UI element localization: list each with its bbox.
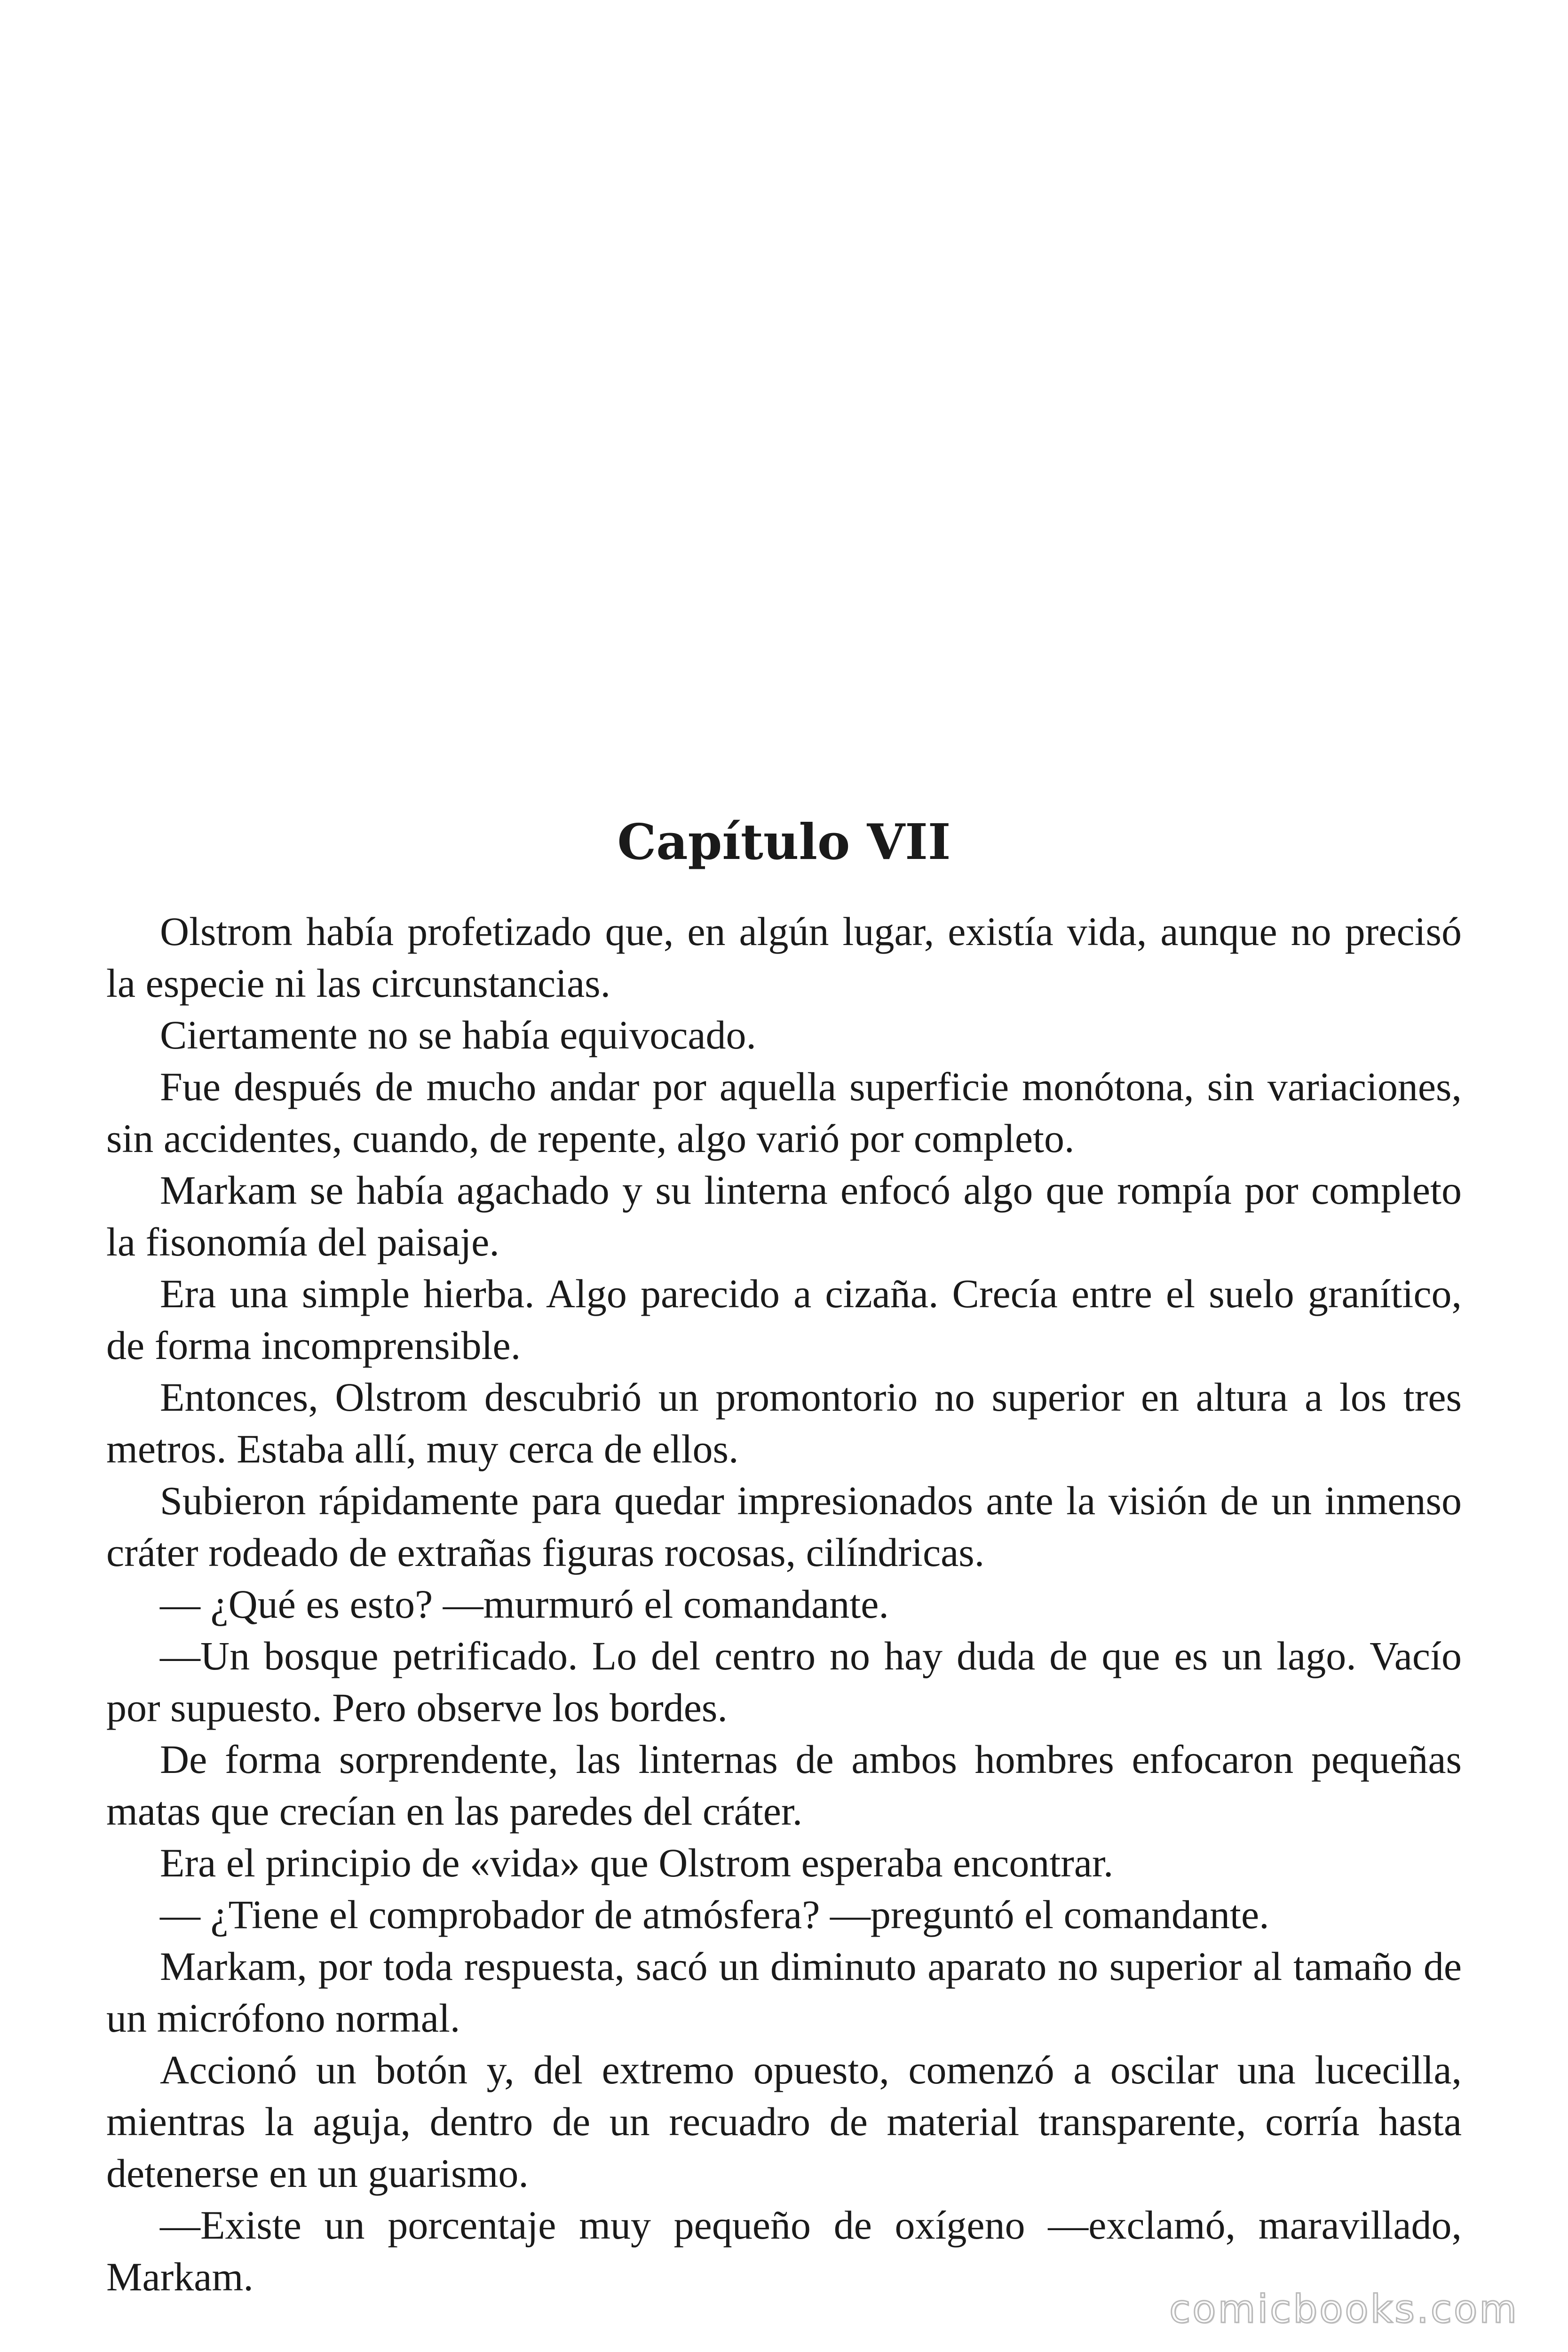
paragraph: Era el principio de «vida» que Olstrom esperaba encontrar. (160, 1840, 1114, 1885)
watermark: comicbooks.com (1169, 2287, 1519, 2332)
paragraph: Fue después de mucho andar por aquella superficie monótona, sin variaciones, sin accidentes, cuando, de repente, algo varió por completo. (106, 1064, 1462, 1161)
dialogue-paragraph: —Existe un porcentaje muy pequeño de oxígeno —exclamó, maravillado, Markam. (106, 2202, 1462, 2299)
paragraph: De forma sorprendente, las linternas de ambos hombres enfocaron pequeñas matas que crecían en las paredes del cráter. (106, 1737, 1462, 1834)
paragraph: Ciertamente no se había equivocado. (160, 1012, 757, 1057)
paragraph: Markam, por toda respuesta, sacó un diminuto aparato no superior al tamaño de un micrófono normal. (106, 1944, 1462, 2041)
dialogue-paragraph: — ¿Tiene el comprobador de atmósfera? —preguntó el comandante. (160, 1892, 1269, 1937)
paragraph: Olstrom había profetizado que, en algún lugar, existía vida, aunque no precisó la especie ni las circunstancias. (106, 909, 1462, 1006)
chapter-text (106, 906, 1462, 2303)
paragraph: Subieron rápidamente para quedar impresionados ante la visión de un inmenso cráter rodeado de extrañas figuras rocosas, cilíndricas. (106, 1478, 1462, 1575)
paragraph: Era una simple hierba. Algo parecido a cizaña. Crecía entre el suelo granítico, de forma incomprensible. (106, 1271, 1462, 1368)
paragraph: Markam se había agachado y su linterna enfocó algo que rompía por completo la fisonomía del paisaje. (106, 1168, 1462, 1264)
dialogue-paragraph: — ¿Qué es esto? —murmuró el comandante. (160, 1581, 889, 1627)
dialogue-paragraph: —Un bosque petrificado. Lo del centro no hay duda de que es un lago. Vacío por supuesto. Pero observe los bordes. (106, 1633, 1462, 1730)
paragraph: Entonces, Olstrom descubrió un promontorio no superior en altura a los tres metros. Estaba allí, muy cerca de ellos. (106, 1375, 1462, 1471)
chapter-title: Capítulo VII (617, 813, 951, 871)
paragraph: Accionó un botón y, del extremo opuesto, comenzó a oscilar una lucecilla, mientras la aguja, dentro de un recuadro de material transparente, corría hasta detenerse en un guarismo. (106, 2047, 1462, 2196)
